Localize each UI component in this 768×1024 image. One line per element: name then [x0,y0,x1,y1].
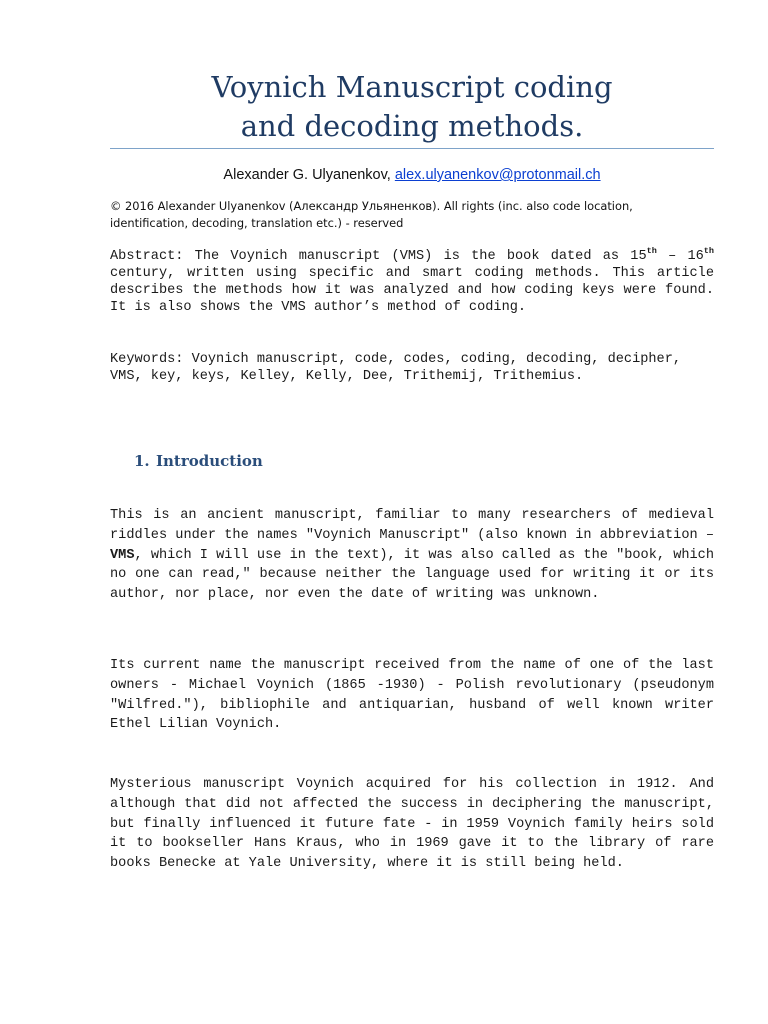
title-line-1: Voynich Manuscript coding [211,70,613,104]
paragraph-3: Mysterious manuscript Voynich acquired for his collection in 1912. And although that did not affected the success in deciphering the manuscript, but finally influenced it future fate - in 1959 Voynich family heirs sold it to bookseller Hans Kraus, who in 1969 gave it to the library of rare books Benecke at Yale University, where it is still being held. [110,777,714,872]
paragraph-1-after: , which I will use in the text), it was also called as the "book, which no one can read," because neither the language used for writing it or its author, nor place, nor even the date of writing was unknown. [110,547,714,603]
abstract-sup-b: th [703,246,714,256]
abstract-text-a: Abstract: The Voynich manuscript (VMS) is the book dated as 15 [110,249,647,264]
abstract [110,248,714,316]
paragraph-1 [110,506,714,605]
title-divider [110,148,714,149]
author-name: Alexander G. Ulyanenkov, [223,167,395,183]
section-number: 1. [134,452,150,470]
abstract-text-c: century, written using specific and smart coding methods. This article describes the methods how it was analyzed and how coding keys were found. It is also shows the VMS author’s method of coding. [110,266,714,315]
document-title [110,68,714,146]
section-title: Introduction [156,452,263,470]
paragraph-1-bold: VMS [110,547,135,563]
keywords: Keywords: Voynich manuscript, code, codes, coding, decoding, decipher, VMS, key, keys, Kelley, Kelly, Dee, Trithemij, Trithemius. [110,352,682,384]
copyright-notice: © 2016 Alexander Ulyanenkov (Александр Ульяненков). All rights (inc. also code location, identification, decoding, translation etc.) - reserved [110,199,633,230]
paragraph-2: Its current name the manuscript received from the name of one of the last owners - Michael Voynich (1865 -1930) - Polish revolutionary (pseudonym "Wilfred."), bibliophile and antiquarian, husband of well known writer Ethel Lilian Voynich. [110,658,714,733]
section-heading-introduction [134,452,263,470]
author-email-link[interactable]: alex.ulyanenkov@protonmail.ch [394,167,601,183]
abstract-sup-a: th [646,246,657,256]
paragraph-1-before: This is an ancient manuscript, familiar to many researchers of medieval riddles under the names "Voynich Manuscript" (also known in abbreviation – [110,508,714,543]
author-line [110,167,714,183]
title-line-2: and decoding methods. [240,109,584,143]
abstract-text-b: – 16 [656,249,704,264]
